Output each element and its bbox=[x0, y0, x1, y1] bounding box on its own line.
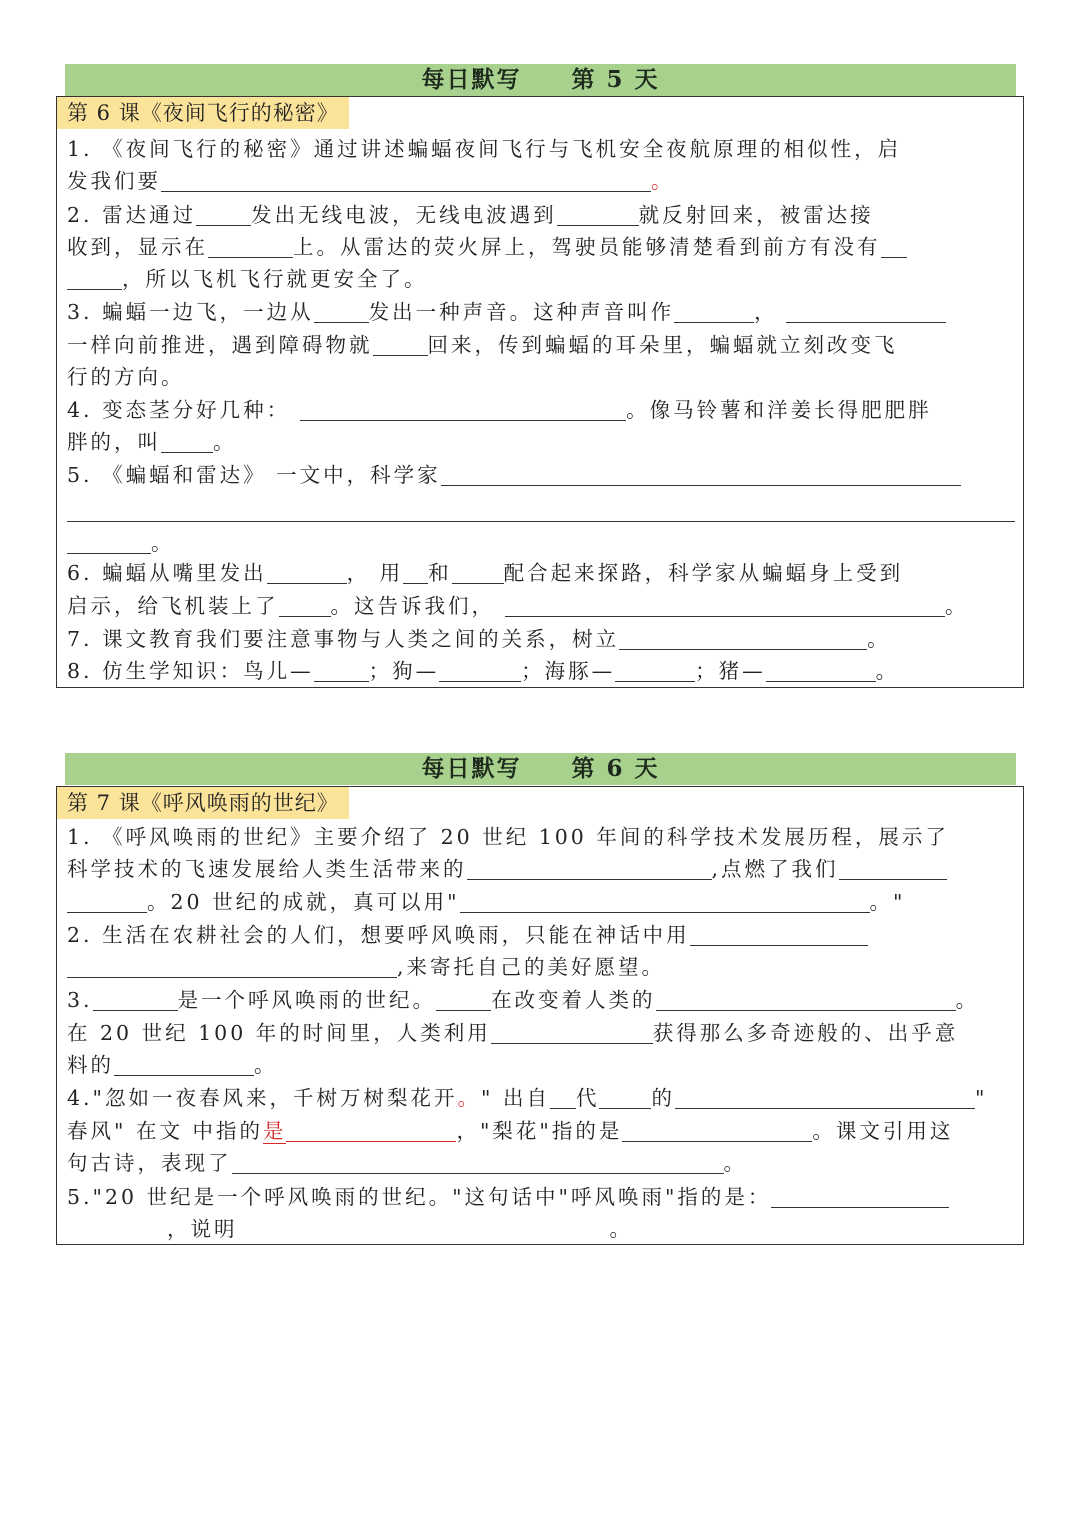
day6-q4-line2: 春风" 在文 中指的是 ，"梨花"指的是 。课文引用这 bbox=[67, 1119, 954, 1143]
blank[interactable] bbox=[550, 1086, 576, 1109]
day5-q2-line3: ，所以飞机飞行就更安全了。 bbox=[67, 265, 428, 293]
blank[interactable] bbox=[557, 203, 639, 226]
day5-q2-line2: 收到，显示在 上。从雷达的荧火屏上，驾驶员能够清楚看到前方有没有 bbox=[67, 233, 907, 261]
blank[interactable] bbox=[238, 1218, 610, 1240]
blank[interactable] bbox=[161, 169, 651, 192]
blank[interactable] bbox=[619, 627, 867, 650]
day5-q3-line2: 一样向前推进，遇到障碍物就 回来，传到蝙蝠的耳朵里，蝙蝠就立刻改变飞 bbox=[67, 333, 898, 357]
day5-q3-line1: 3. 蝙蝠一边飞，一边从 发出一种声音。这种声音叫作 ， bbox=[67, 298, 946, 326]
blank[interactable] bbox=[452, 561, 504, 584]
day5-header-title: 每日默写 bbox=[421, 66, 522, 93]
day6-header-title: 每日默写 bbox=[421, 755, 522, 782]
day6-q1-line3: 。20 世纪的成就，真可以用" 。" bbox=[67, 888, 905, 916]
day6-q2-line2: ,来寄托自己的美好愿望。 bbox=[67, 953, 665, 981]
day6-q5-line2: ，说明 。 bbox=[67, 1215, 633, 1243]
blank[interactable] bbox=[232, 1151, 724, 1174]
day6-q4-line1: 4."忽如一夜春风来，千树万树梨花开。" 出自 代 的 " bbox=[67, 1086, 988, 1110]
day5-q3-line3: 行的方向。 bbox=[67, 365, 185, 389]
blank[interactable] bbox=[786, 300, 946, 323]
blank[interactable] bbox=[161, 430, 213, 453]
day5-q5-line3: 。 bbox=[67, 529, 175, 557]
day5-q4-line1: 4. 变态茎分好几种： 。像马铃薯和洋姜长得肥肥胖 bbox=[67, 398, 932, 422]
day6-q2-line1: 2. 生活在农耕社会的人们，想要呼风唤雨，只能在神话中用 bbox=[67, 921, 868, 949]
blank[interactable] bbox=[441, 463, 961, 486]
day6-header bbox=[65, 753, 1016, 785]
blank[interactable] bbox=[93, 988, 178, 1011]
day5-q6-line2: 启示，给飞机装上了 。这告诉我们， 。 bbox=[67, 594, 969, 618]
day5-header-day: 第 5 天 bbox=[571, 66, 660, 93]
blank[interactable] bbox=[67, 890, 147, 913]
day5-q5-line1: 5. 《蝙蝠和雷达》 一文中，科学家 bbox=[67, 461, 961, 489]
blank[interactable] bbox=[622, 1119, 812, 1142]
blank[interactable] bbox=[881, 235, 907, 258]
blank[interactable] bbox=[286, 1119, 456, 1142]
blank[interactable] bbox=[674, 300, 754, 323]
blank[interactable] bbox=[436, 988, 491, 1011]
day6-q4-line3: 句古诗，表现了 。 bbox=[67, 1151, 747, 1175]
day5-box bbox=[56, 96, 1024, 688]
blank[interactable] bbox=[267, 561, 347, 584]
blank[interactable] bbox=[67, 267, 122, 290]
day6-box bbox=[56, 786, 1024, 1245]
blank[interactable] bbox=[300, 398, 626, 421]
day5-header bbox=[65, 64, 1016, 96]
day5-q1-line1: 1. 《夜间飞行的秘密》通过讲述蝙蝠夜间飞行与飞机安全夜航原理的相似性，启 bbox=[67, 137, 902, 161]
blank[interactable] bbox=[67, 531, 151, 554]
day6-q3-line1: 3. 是一个呼风唤雨的世纪。 在改变着人类的 。 bbox=[67, 988, 980, 1012]
blank[interactable] bbox=[403, 561, 428, 584]
day6-q1-line2: 科学技术的飞速发展给人类生活带来的 ,点燃了我们 bbox=[67, 855, 947, 883]
day6-q3-line3: 料的 。 bbox=[67, 1053, 278, 1077]
blank[interactable] bbox=[208, 235, 293, 258]
blank[interactable] bbox=[114, 1053, 254, 1076]
blank[interactable] bbox=[67, 1218, 167, 1240]
blank[interactable] bbox=[467, 857, 712, 880]
blank[interactable] bbox=[460, 890, 870, 913]
day5-q8: 8. 仿生学知识：鸟儿— ；狗— ；海豚— ；猪— 。 bbox=[67, 659, 900, 683]
blank[interactable] bbox=[279, 594, 331, 617]
day5-q2-line1: 2. 雷达通过 发出无线电波，无线电波遇到 就反射回来，被雷达接 bbox=[67, 203, 874, 227]
day5-q1-line2: 发我们要 。 bbox=[67, 169, 675, 193]
blank[interactable] bbox=[67, 955, 397, 978]
blank[interactable] bbox=[505, 594, 945, 617]
day6-header-day: 第 6 天 bbox=[571, 755, 660, 782]
day5-q7: 7. 课文教育我们要注意事物与人类之间的关系，树立 。 bbox=[67, 627, 891, 651]
blank[interactable] bbox=[599, 1086, 651, 1109]
day6-lesson-title: 第 7 课《呼风唤雨的世纪》 bbox=[57, 787, 349, 819]
blank[interactable] bbox=[491, 1021, 653, 1044]
day6-q1-line1: 1. 《呼风唤雨的世纪》主要介绍了 20 世纪 100 年间的科学技术发展历程，展示了 bbox=[67, 825, 949, 849]
day5-q6-line1: 6. 蝙蝠从嘴里发出 ， 用 和 配合起来探路，科学家从蝙蝠身上受到 bbox=[67, 561, 904, 585]
blank[interactable] bbox=[196, 203, 251, 226]
day6-q5-line1: 5."20 世纪是一个呼风唤雨的世纪。"这句话中"呼风唤雨"指的是： bbox=[67, 1183, 949, 1211]
day6-q3-line2: 在 20 世纪 100 年的时间里，人类利用 获得那么多奇迹般的、出乎意 bbox=[67, 1021, 959, 1045]
blank[interactable] bbox=[314, 659, 369, 682]
blank[interactable] bbox=[439, 659, 521, 682]
day5-q4-line2: 胖的，叫 。 bbox=[67, 430, 237, 454]
blank[interactable] bbox=[656, 988, 956, 1011]
blank[interactable] bbox=[675, 1086, 975, 1109]
blank[interactable] bbox=[67, 499, 1015, 522]
blank[interactable] bbox=[839, 857, 947, 880]
blank[interactable] bbox=[373, 333, 428, 356]
day5-lesson-title: 第 6 课《夜间飞行的秘密》 bbox=[57, 97, 349, 129]
blank[interactable] bbox=[771, 1185, 949, 1208]
blank[interactable] bbox=[615, 659, 695, 682]
day5-q5-line2 bbox=[67, 497, 1015, 525]
blank[interactable] bbox=[690, 923, 868, 946]
blank[interactable] bbox=[314, 300, 369, 323]
blank[interactable] bbox=[766, 659, 876, 682]
